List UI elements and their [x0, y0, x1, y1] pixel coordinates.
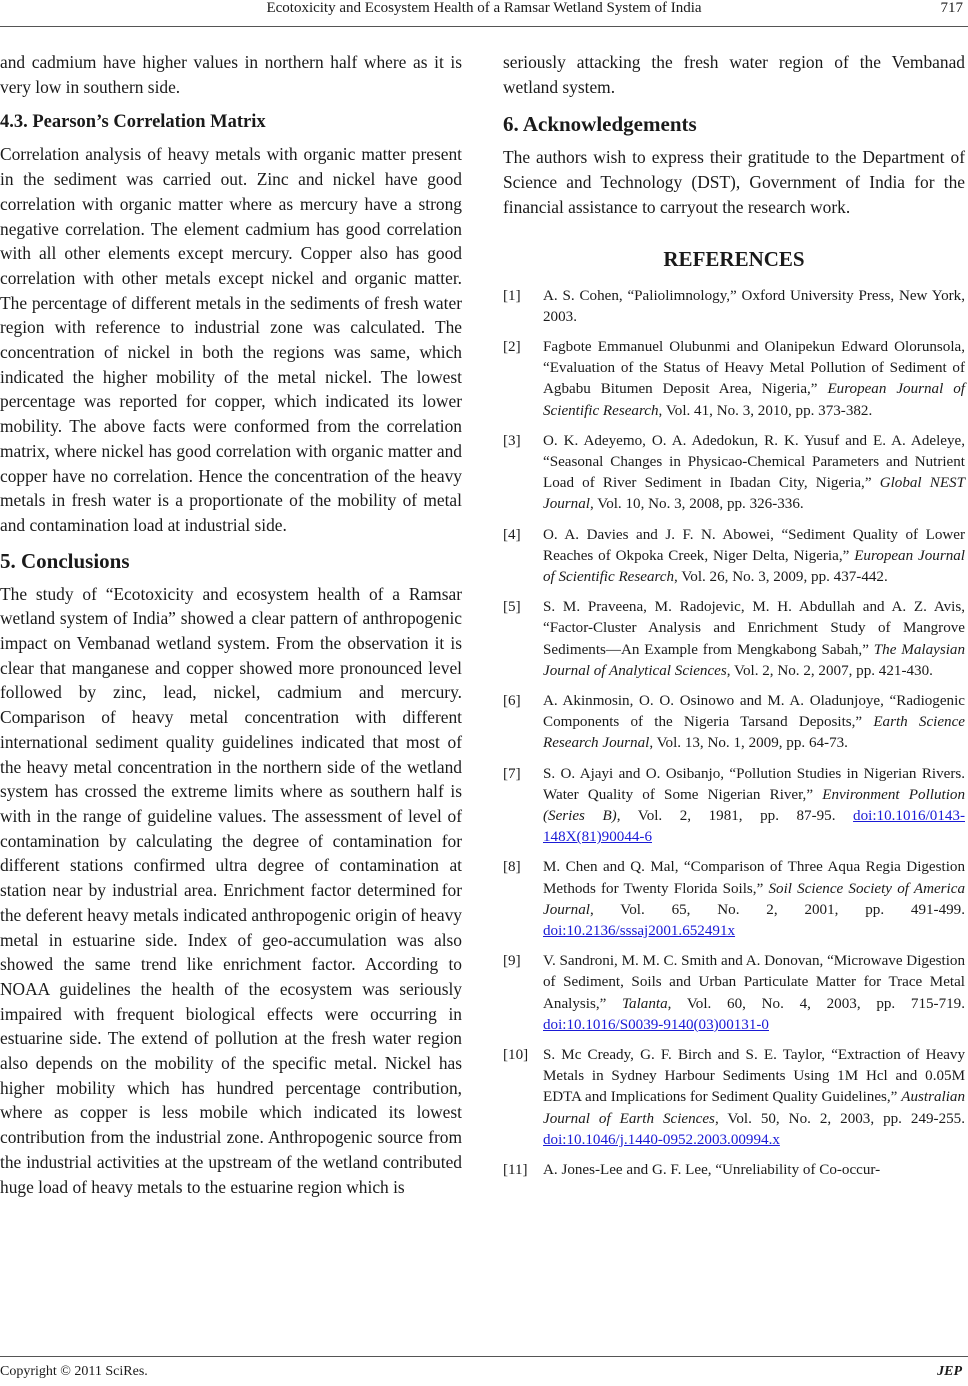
reference-text — [543, 764, 965, 849]
reference-number: [2] — [503, 338, 521, 355]
reference-number: [4] — [503, 526, 521, 543]
references-heading: REFERENCES — [663, 246, 805, 271]
reference-journal: Global NEST Journal — [543, 475, 965, 513]
reference-item — [503, 1045, 965, 1151]
reference-item — [503, 286, 965, 328]
reference-item — [503, 857, 965, 942]
reference-journal: European Journal of Scientific Research — [543, 547, 965, 585]
pearson-heading: 4.3. Pearson’s Correlation Matrix — [0, 112, 266, 133]
reference-details: , Vol. 60, No. 4, 2003, pp. 715-719. — [667, 995, 965, 1012]
reference-body: S. M. Praveena, M. Radojevic, M. H. Abdullah and A. Z. Avis, “Factor-Cluster Analysis and Enrichment Study of Mangrove Sediments—An Example from Mengkabong Sabah,” — [543, 599, 965, 658]
reference-body: S. O. Ajayi and O. Osibanjo, “Pollution Studies in Nigerian Rivers. Water Quality of Some Nigerian River,” — [543, 765, 965, 803]
reference-body: M. Chen and Q. Mal, “Comparison of Three Aqua Regia Digestion Methods for Twenty Florida Soils,” — [543, 859, 965, 897]
reference-item — [503, 764, 965, 849]
pearson-paragraph: Correlation analysis of heavy metals with organic matter present in the sediment was carried out. Zinc and nickel have good correlation with organic matter where as mercury have a strong negative correlation. The element cadmium has good correlation with all other elements except mercury. Copper also has good correlation with other metals except nickel and organic matter. The percentage of different metals in the sediments of fresh water region with reference to industrial zone was calculated. The concentration of nickel in both the regions was same, which indicated the higher mobility of the metal nickel. The lowest percentage was reported for copper, which indicated its lower mobility. The above facts were conformed from the correlation matrix, where nickel has good correlation with organic matter and copper have no correlation. Hence the concentration of the heavy metals in fresh water is a proportionate of the mobility of metal and contamination load at industrial side. — [0, 144, 462, 535]
reference-text — [543, 1045, 965, 1151]
reference-journal: Australian Journal of Earth Sciences — [543, 1089, 965, 1127]
conclusions-paragraph: The study of “Ecotoxicity and ecosystem health of a Ramsar wetland system of India” showed a clear pattern of anthropogenic impact on Vembanad wetland system. From the observation it is clear that manganese and copper showed more pronounced level followed by zinc, lead, nickel, cadmium and mercury. Comparison of heavy metal concentration with different international sediment quality guidelines indicated that most of the heavy metal concentration in the northern side of the wetland system has crossed the extreme limits where as southern half is with in the range of guideline values. The assessment of level of contamination by calculating the degree of contamination for different stations confirmed ultra degree of contamination at station near by industrial area. Enrichment factor determined for the deferent heavy metals indicated anthropogenic origin of heavy metal in estuarine side. Index of geo-accumulation was also showed the same trend like enrichment factor. According to NOAA guidelines the health of the ecosystem was seriously impaired with frequent biological effects were occurring in estuarine side. The extend of pollution at the fresh water region also depends on the mobility of the specific metal. Nickel has higher mobility which has hundred percentage contribution, where as copper is less mobile which indicated its lowest contribution from the industrial zone. Anthropogenic source from the industrial activities at the upstream of the wetland contributed huge load of heavy metals to the estuarine region which is — [0, 583, 462, 1197]
reference-number: [7] — [503, 765, 521, 782]
doi-link[interactable]: doi:10.1016/0143-148X(81)90044-6 — [543, 807, 965, 846]
reference-details: , Vol. 41, No. 3, 2010, pp. 373-382. — [658, 402, 873, 419]
intro-paragraph: and cadmium have higher values in northern half where as it is very low in southern side. — [0, 52, 462, 97]
reference-details: , Vol. 2, 1981, pp. 87-95. — [616, 807, 836, 824]
reference-number: [8] — [503, 859, 521, 876]
doi-link[interactable]: doi:10.1046/j.1440-0952.2003.00994.x — [543, 1131, 780, 1148]
reference-item — [503, 691, 965, 755]
reference-journal: Talanta — [622, 995, 668, 1012]
reference-body: A. S. Cohen, “Paliolimnology,” Oxford University Press, New York, 2003. — [543, 287, 965, 325]
reference-number: [5] — [503, 599, 521, 616]
reference-body: A. Akinmosin, O. O. Osinowo and M. A. Oladunjoye, “Radiogenic Components of the Nigeria Tarsand Deposits,” — [543, 692, 965, 731]
reference-text — [543, 286, 965, 328]
reference-item — [503, 1160, 965, 1181]
reference-details: , Vol. 13, No. 1, 2009, pp. 64-73. — [649, 735, 848, 752]
reference-body: O. K. Adeyemo, O. A. Adedokun, R. K. Yusuf and E. A. Adeleye, “Seasonal Changes in Physicao-Chemical Parameters and Nutrient Load of River Sediment in Ibadan City, Nigeria,” — [543, 432, 965, 492]
reference-body: A. Jones-Lee and G. F. Lee, “Unreliability of Co-occur- — [543, 1162, 881, 1179]
reference-details: , Vol. 2, No. 2, 2007, pp. 421-430. — [726, 662, 933, 679]
reference-item — [503, 431, 965, 516]
reference-text — [543, 857, 965, 942]
acknowledgements-heading: 6. Acknowledgements — [503, 112, 697, 137]
copyright-notice: Copyright © 2011 SciRes. — [0, 1364, 148, 1379]
reference-item — [503, 525, 965, 589]
reference-number: [11] — [503, 1162, 528, 1179]
reference-details: , Vol. 10, No. 3, 2008, pp. 326-336. — [589, 496, 804, 513]
continued-paragraph: seriously attacking the fresh water region of the Vembanad wetland system. — [503, 52, 965, 97]
reference-text — [543, 1160, 965, 1181]
reference-number: [10] — [503, 1047, 529, 1064]
page-number: 717 — [940, 0, 963, 16]
reference-text — [543, 691, 965, 755]
reference-text — [543, 597, 965, 682]
reference-item — [503, 597, 965, 682]
journal-abbreviation: JEP — [937, 1364, 962, 1379]
conclusions-heading: 5. Conclusions — [0, 548, 130, 573]
reference-number: [9] — [503, 953, 521, 970]
reference-text — [543, 337, 965, 422]
reference-journal: The Malaysian Journal of Analytical Sciences — [543, 641, 965, 679]
acknowledgements-paragraph: The authors wish to express their gratitude to the Department of Science and Technology (DST), Government of India for the financial assistance to carryout the research work. — [503, 147, 965, 217]
right-column — [503, 50, 965, 1190]
footer-rule — [0, 1356, 968, 1357]
reference-number: [3] — [503, 432, 521, 449]
doi-link[interactable]: doi:10.2136/sssaj2001.652491x — [543, 923, 736, 939]
reference-list — [503, 286, 965, 1182]
reference-body: V. Sandroni, M. M. C. Smith and A. Donovan, “Microwave Digestion of Sediment, Soils and Urban Particulate Matter for Trace Metal Analysis,” — [543, 953, 965, 1012]
reference-details: , Vol. 65, No. 2, 2001, pp. 491-499. — [589, 901, 965, 918]
reference-journal: Environment Pollution (Series B) — [543, 786, 965, 824]
reference-body: S. Mc Cready, G. F. Birch and S. E. Taylor, “Extraction of Heavy Metals in Sydney Harbour Sediments Using 1M Hcl and 0.05M EDTA and Implications for Sediment Quality Guidelines,” — [543, 1047, 965, 1106]
left-column — [0, 50, 462, 1199]
reference-details: , Vol. 50, No. 2, 2003, pp. 249-255. — [714, 1110, 965, 1127]
header-rule — [0, 26, 968, 27]
reference-item — [503, 337, 965, 422]
reference-details: , Vol. 26, No. 3, 2009, pp. 437-442. — [674, 568, 888, 585]
reference-journal: Earth Science Research Journal — [543, 714, 965, 752]
running-title: Ecotoxicity and Ecosystem Health of a Ramsar Wetland System of India — [266, 0, 702, 16]
reference-journal: Soil Science Society of America Journal — [543, 880, 965, 918]
reference-body: Fagbote Emmanuel Olubunmi and Olanipekun Edward Olorunsola, “Evaluation of the Status of Heavy Metal Pollution of Sediment of Agbabu Bitumen Deposit Area, Nigeria,” — [543, 338, 965, 398]
reference-text — [543, 525, 965, 589]
page-header — [0, 0, 968, 28]
reference-journal: European Journal of Scientific Research — [543, 381, 965, 419]
reference-number: [6] — [503, 692, 521, 709]
reference-text — [543, 431, 965, 516]
reference-text — [543, 951, 965, 1036]
reference-body: O. A. Davies and J. F. N. Abowei, “Sediment Quality of Lower Reaches of Okpoka Creek, Niger Delta, Nigeria,” — [543, 526, 965, 564]
reference-number: [1] — [503, 287, 521, 304]
doi-link[interactable]: doi:10.1016/S0039-9140(03)00131-0 — [543, 1016, 769, 1033]
reference-item — [503, 951, 965, 1036]
